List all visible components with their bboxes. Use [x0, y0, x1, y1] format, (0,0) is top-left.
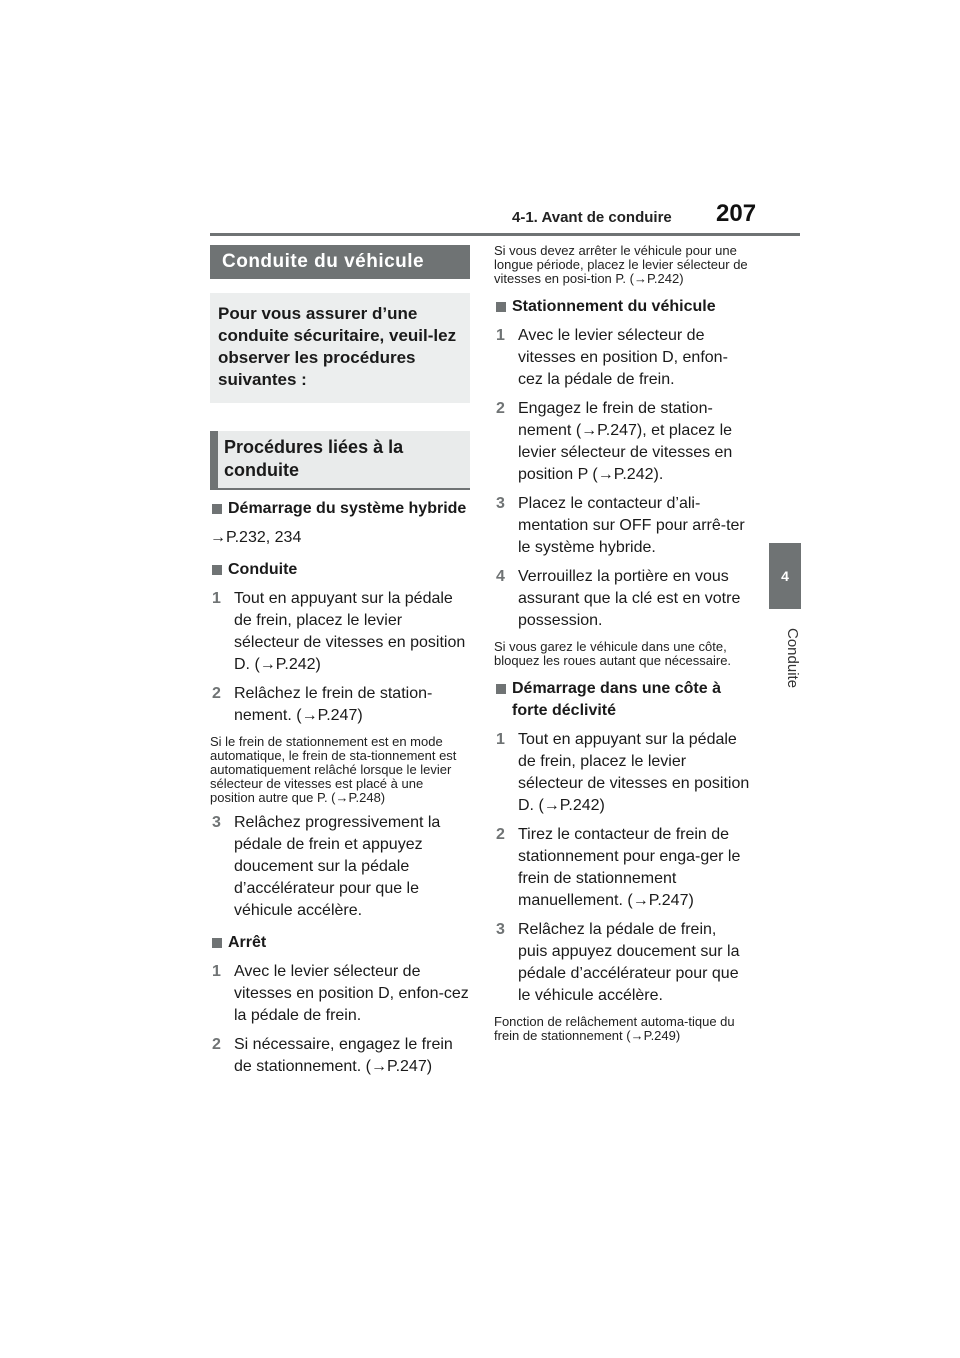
page-number: 207: [716, 200, 757, 227]
page-reference: →P.232, 234: [210, 529, 302, 546]
intro-box: Pour vous assurer d’une conduite sécuritaire, veuil-lez observer les procédures suivantes :: [210, 293, 470, 403]
header-divider: [210, 233, 800, 236]
main-section-title: Conduite du véhicule: [210, 245, 470, 279]
note-text: Si vous garez le véhicule dans une côte, bloquez les roues autant que nécessaire.: [494, 639, 732, 668]
step-number: 1: [496, 327, 505, 344]
step-item: [494, 824, 750, 912]
step-text: Verrouillez la portière en vous assurant que la clé est en votre possession.: [518, 568, 741, 629]
note-text: Si vous devez arrêter le véhicule pour une longue période, placez le levier sélecteur de vitesses en posi-tion P. (→P.242): [494, 243, 748, 286]
square-bullet-icon: [212, 565, 222, 575]
subheading-text: Stationnement du véhicule: [512, 298, 716, 315]
procedures-title: Procédures liées à la conduite: [210, 431, 470, 490]
subheading-conduite: [210, 559, 470, 581]
step-text: Relâchez progressivement la pédale de frein et appuyez doucement sur la pédale d’accélérateur pour que le véhicule accélère.: [234, 814, 441, 919]
step-number: 3: [496, 921, 505, 938]
step-text: Avec le levier sélecteur de vitesses en position D, enfon-cez la pédale de frein.: [518, 327, 728, 388]
subheading-text: Démarrage du système hybride: [228, 500, 467, 517]
step-item: [210, 1034, 470, 1078]
step-text: Si nécessaire, engagez le frein de stationnement. (→P.247): [234, 1036, 453, 1075]
step-item: [494, 729, 750, 817]
chapter-tab-label: Conduite: [784, 627, 801, 689]
step-number: 4: [496, 568, 505, 585]
step-text: Tout en appuyant sur la pédale de frein, placez le levier sélecteur de vitesses en position D. (→P.242): [234, 590, 466, 673]
subheading-text: Arrêt: [228, 934, 267, 951]
step-item: [210, 961, 470, 1027]
left-column: [210, 245, 470, 1078]
step-text: Relâchez la pédale de frein, puis appuyez doucement sur la pédale d’accélérateur pour que le véhicule accélère.: [518, 921, 740, 1004]
subheading-stationnement: [494, 296, 750, 318]
subheading-cote: [494, 678, 750, 722]
note-text: Si le frein de stationnement est en mode automatique, le frein de sta-tionnement est automatiquement relâché lorsque le levier sélecteur de vitesses est placé à une position autre que P. (→P.248): [210, 734, 457, 805]
subheading-demarrage: [210, 498, 470, 520]
step-text: Tout en appuyant sur la pédale de frein, placez le levier sélecteur de vitesses en position D. (→P.242): [518, 731, 750, 814]
step-item: [210, 812, 470, 922]
step-text: Placez le contacteur d’ali-mentation sur OFF pour arrê-ter le système hybride.: [518, 495, 745, 556]
step-number: 1: [496, 731, 505, 748]
step-item: [210, 683, 470, 727]
step-number: 2: [496, 400, 505, 417]
step-number: 2: [212, 1036, 221, 1053]
subheading-text: Démarrage dans une côte à forte déclivité: [512, 680, 721, 719]
step-item: [210, 588, 470, 676]
step-item: [494, 493, 750, 559]
step-item: [494, 325, 750, 391]
step-text: Engagez le frein de station-nement (→P.247), et placez le levier sélecteur de vitesses en position P (→P.242).: [518, 400, 733, 483]
square-bullet-icon: [496, 684, 506, 694]
step-item: [494, 398, 750, 486]
right-column: [494, 244, 750, 1043]
step-number: 1: [212, 963, 221, 980]
subheading-text: Conduite: [228, 561, 298, 578]
step-number: 2: [212, 685, 221, 702]
subheading-arret: [210, 932, 470, 954]
section-title: 4-1. Avant de conduire: [512, 209, 672, 226]
step-item: [494, 919, 750, 1007]
step-number: 3: [496, 495, 505, 512]
note-text: Fonction de relâchement automa-tique du frein de stationnement (→P.249): [494, 1014, 735, 1043]
step-text: Avec le levier sélecteur de vitesses en position D, enfon-cez la pédale de frein.: [234, 963, 469, 1024]
square-bullet-icon: [496, 302, 506, 312]
step-number: 3: [212, 814, 221, 831]
step-number: 2: [496, 826, 505, 843]
step-text: Tirez le contacteur de frein de stationnement pour enga-ger le frein de stationnement manuellement. (→P.247): [518, 826, 741, 909]
step-item: [494, 566, 750, 632]
step-number: 1: [212, 590, 221, 607]
square-bullet-icon: [212, 938, 222, 948]
step-text: Relâchez le frein de station-nement. (→P.247): [234, 685, 433, 724]
square-bullet-icon: [212, 504, 222, 514]
chapter-tab: 4: [769, 543, 801, 609]
